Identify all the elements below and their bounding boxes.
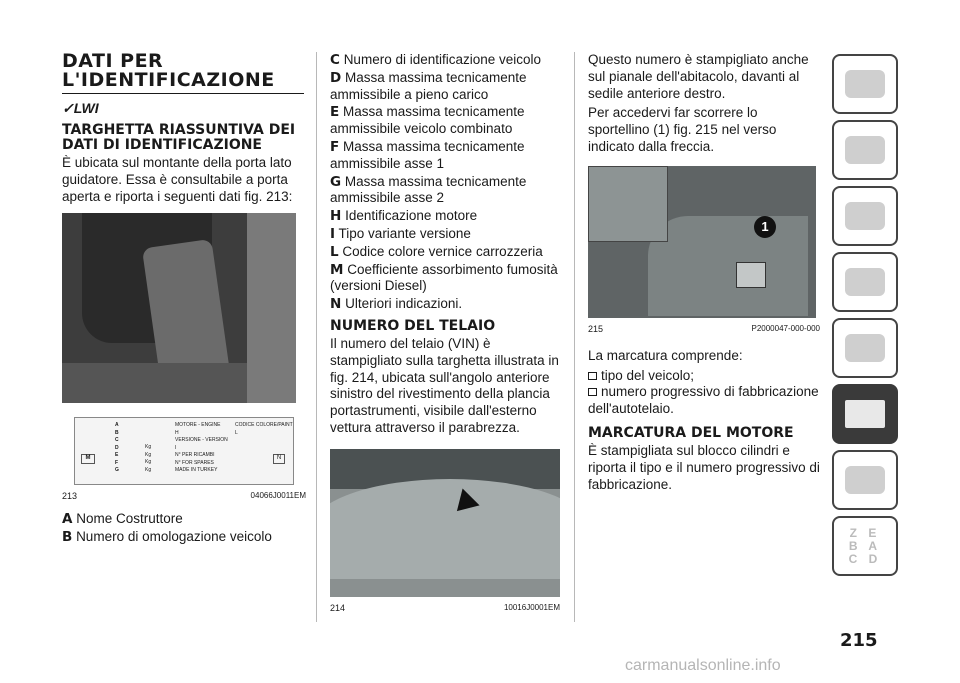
list-intro: La marcatura comprende: — [588, 347, 743, 363]
index-letters-icon: Z E B A C D — [848, 525, 882, 566]
figure-214-car-photo — [330, 449, 560, 597]
checkbox-bullet-icon — [588, 372, 597, 380]
figure-code: 10016J0001EM — [503, 602, 560, 612]
legend-text: Ulteriori indicazioni. — [345, 296, 463, 312]
legend-text: Numero di identificazione veicolo — [343, 52, 542, 67]
section-title-plate: TARGHETTA RIASSUNTIVA DEI DATI DI IDENTIFICAZIONE — [62, 122, 296, 153]
watermark: carmanualsonline.info — [625, 657, 781, 674]
bullet-text: numero progressivo di fabbricazione dell'autotelaio. — [588, 384, 819, 417]
legend-letter: F — [330, 138, 340, 155]
column-divider — [316, 52, 317, 622]
column-1 — [62, 52, 306, 547]
legend-item — [62, 529, 306, 546]
flap-cover — [736, 262, 766, 288]
inset-detail — [588, 166, 668, 242]
legend-item — [330, 52, 560, 69]
legend-list — [62, 511, 306, 546]
hood — [330, 479, 560, 579]
legend-item — [330, 174, 560, 208]
floor-panel — [648, 216, 808, 316]
plate-engine-version: MOTORE - ENGINE H VERSIONE - VERSION I N° PER RICAMBI N° FOR SPARES MADE IN TURKEY — [175, 422, 228, 474]
tab-emergency[interactable] — [832, 318, 898, 378]
car-info-icon — [845, 70, 885, 98]
legend-letter: L — [330, 243, 339, 260]
lights-envelope-icon — [845, 136, 885, 164]
page-title: DATI PER L'IDENTIFICAZIONE — [62, 50, 275, 91]
legend-item — [330, 262, 560, 296]
figure-number: 214 — [330, 602, 346, 613]
checkbox-bullet-icon — [588, 388, 597, 396]
legend-text: Codice colore vernice carrozzeria — [342, 243, 543, 259]
tab-driving[interactable] — [832, 252, 898, 312]
tab-lights[interactable] — [832, 120, 898, 180]
tab-index[interactable] — [832, 516, 898, 576]
floor — [62, 363, 247, 403]
id-plate-illustration — [74, 417, 294, 485]
legend-text: Nome Costruttore — [76, 511, 183, 527]
legend-letter: N — [330, 296, 342, 313]
seat-airbag-icon — [845, 202, 885, 230]
legend-letter: E — [330, 104, 340, 121]
plate-m-box: M — [81, 454, 95, 464]
column-2 — [330, 52, 560, 613]
legend-item — [330, 139, 560, 173]
legend-text: Coefficiente assorbimento fumosità (versioni Diesel) — [330, 261, 558, 294]
legend-text: Numero di omologazione veicolo — [76, 529, 272, 545]
door-pillar — [247, 213, 296, 403]
section-title-engine: MARCATURA DEL MOTORE — [588, 424, 794, 441]
chapter-tabs — [832, 54, 898, 582]
legend-item — [330, 104, 560, 138]
intro-text: È ubicata sul montante della porta lato guidatore. Essa è consultabile a porta aperta e riporta i seguenti dati fig. 213: — [62, 155, 293, 204]
legend-item — [330, 208, 560, 225]
legend-text: Identificazione motore — [345, 208, 478, 224]
media-settings-icon — [845, 466, 885, 494]
legend-item — [330, 244, 560, 261]
technical-data-icon — [845, 400, 885, 428]
legend-text: Massa massima tecnicamente ammissibile veicolo combinato — [330, 104, 525, 137]
figure-215-caption — [588, 324, 820, 334]
legend-item — [62, 511, 306, 528]
figure-code: 04066J0011EM — [250, 491, 306, 501]
column-divider — [574, 52, 575, 622]
page-number: 215 — [840, 630, 878, 651]
section-title-vin: NUMERO DEL TELAIO — [330, 317, 496, 334]
plate-paint-code: CODICE COLORE/PAINT L — [235, 422, 293, 436]
legend-text: Massa massima tecnicamente ammissibile asse 2 — [330, 173, 527, 206]
plate-kg: Kg Kg Kg Kg — [145, 444, 152, 473]
tab-car-info[interactable] — [832, 54, 898, 114]
legend-item — [330, 70, 560, 104]
legend-letter: I — [330, 225, 336, 242]
figure-number: 213 — [62, 491, 78, 502]
warning-car-icon — [845, 334, 885, 362]
tab-technical-data[interactable] — [832, 384, 898, 444]
legend-letter: B — [62, 529, 73, 546]
legend-letter: M — [330, 261, 344, 278]
engine-text: È stampigliata sul blocco cilindri e riporta il tipo e il numero progressivo di fabbricazione. — [588, 442, 820, 492]
legend-letter: A — [62, 511, 73, 528]
bullet-item — [588, 368, 820, 385]
legend-letter: G — [330, 173, 342, 190]
legend-letter: H — [330, 208, 342, 225]
tab-safety[interactable] — [832, 186, 898, 246]
figure-214-caption — [330, 603, 560, 613]
paragraph-2: Per accedervi far scorrere lo sportellino (1) fig. 215 nel verso indicato dalla freccia. — [588, 105, 777, 154]
tab-multimedia[interactable] — [832, 450, 898, 510]
legend-text: Massa massima tecnicamente ammissibile asse 1 — [330, 138, 525, 171]
eco-glyph-icon: ✓LWI — [62, 100, 99, 116]
plate-n-box: N — [273, 454, 285, 464]
plate-letters: A B C D E F G — [115, 422, 119, 474]
legend-item — [330, 296, 560, 313]
legend-letter: D — [330, 69, 342, 86]
column-3 — [588, 52, 820, 496]
paragraph-1: Questo numero è stampigliato anche sul pianale dell'abitacolo, davanti al sedile anteriore destro. — [588, 52, 809, 101]
figure-215-floor-photo — [588, 166, 816, 318]
figure-number: 215 — [588, 323, 604, 334]
bullet-text: tipo del veicolo; — [601, 367, 695, 383]
figure-213-caption — [62, 491, 306, 501]
legend-letter: C — [330, 52, 340, 68]
figure-code: P2000047-000-000 — [751, 323, 820, 333]
title-rule — [62, 93, 304, 94]
key-steering-icon — [845, 268, 885, 296]
figure-213-seat-photo — [62, 213, 296, 403]
legend-text: Massa massima tecnicamente ammissibile a pieno carico — [330, 69, 527, 102]
legend-item — [330, 226, 560, 243]
legend-text: Tipo variante versione — [338, 225, 471, 241]
vin-text: Il numero del telaio (VIN) è stampigliato sulla targhetta illustrata in fig. 214, ubicata sull'angolo anteriore sinistro del rivestimento della plancia portastrumenti, visibile dall'esterno vettura attraverso il parabrezza. — [330, 335, 559, 435]
callout-badge: 1 — [754, 216, 776, 238]
bullet-item — [588, 384, 820, 418]
